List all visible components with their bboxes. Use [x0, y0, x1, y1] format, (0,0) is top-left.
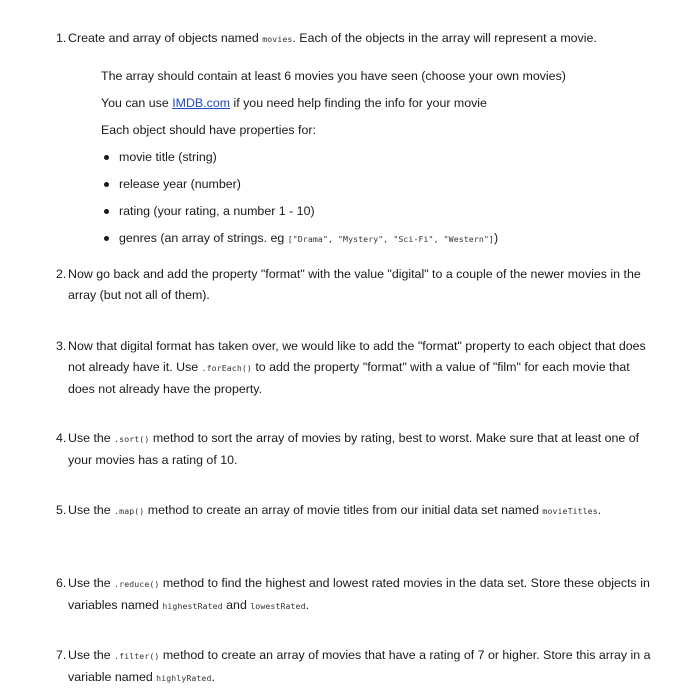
code-snippet: lowestRated: [250, 601, 306, 611]
code-snippet: .sort(): [114, 434, 150, 444]
item-number: 7.: [56, 648, 67, 662]
code-snippet: movies: [262, 34, 293, 44]
instruction-6: [56, 573, 656, 617]
list-item: movie title (string): [101, 147, 641, 174]
detail-line: Each object should have properties for:: [101, 123, 316, 137]
instruction-2: [56, 264, 656, 306]
list-item: rating (your rating, a number 1 - 10): [101, 201, 641, 228]
instruction-text: Now that digital format has taken over, we would like to add the "format" property to each object that does not already have it. Use .forEach() to add the property "format" with a value of "film" for each movie that does not already have the property.: [68, 339, 646, 396]
item-number: 1.: [56, 31, 67, 45]
instruction-text: Use the .reduce() method to find the highest and lowest rated movies in the data set. Store these objects in variables named highestRated and lowestRated.: [68, 576, 650, 612]
code-snippet: ["Drama", "Mystery", "Sci-Fi", "Western"]: [287, 234, 494, 244]
item-number: 2.: [56, 267, 67, 281]
instruction-text: Now go back and add the property "format" with the value "digital" to a couple of the newer movies in the array (but not all of them).: [68, 267, 641, 302]
property-list: [101, 147, 641, 255]
instruction-7: [56, 645, 656, 689]
item-number: 4.: [56, 431, 67, 445]
detail-line: You can use IMDB.com if you need help finding the info for your movie: [101, 96, 487, 110]
item-number: 3.: [56, 339, 67, 353]
list-item: genres (an array of strings. eg ["Drama", "Mystery", "Sci-Fi", "Western"]): [101, 228, 641, 255]
instruction-text: Use the .filter() method to create an array of movies that have a rating of 7 or higher. Store this array in a variable named highlyRated.: [68, 648, 651, 684]
item-number: 5.: [56, 503, 67, 517]
detail-line: The array should contain at least 6 movies you have seen (choose your own movies): [101, 69, 566, 83]
list-item: release year (number): [101, 174, 641, 201]
instruction-5: [56, 500, 656, 522]
item-number: 6.: [56, 576, 67, 590]
instruction-text: Create and array of objects named movies. Each of the objects in the array will represent a movie.: [68, 31, 597, 45]
instruction-1-details: [101, 66, 641, 255]
instruction-1: [56, 28, 656, 50]
instruction-4: [56, 428, 656, 471]
code-snippet: highestRated: [162, 601, 223, 611]
imdb-link[interactable]: IMDB.com: [172, 96, 231, 110]
instruction-text: Use the .map() method to create an array of movie titles from our initial data set named movieTitles.: [68, 503, 602, 517]
instruction-3: [56, 336, 656, 400]
code-snippet: .map(): [114, 506, 145, 516]
code-snippet: .forEach(): [201, 363, 252, 373]
code-snippet: .filter(): [114, 651, 160, 661]
instruction-text: Use the .sort() method to sort the array of movies by rating, best to worst. Make sure that at least one of your movies has a rating of 10.: [68, 431, 640, 467]
code-snippet: highlyRated: [156, 673, 212, 683]
code-snippet: movieTitles: [542, 506, 598, 516]
code-snippet: .reduce(): [114, 579, 160, 589]
